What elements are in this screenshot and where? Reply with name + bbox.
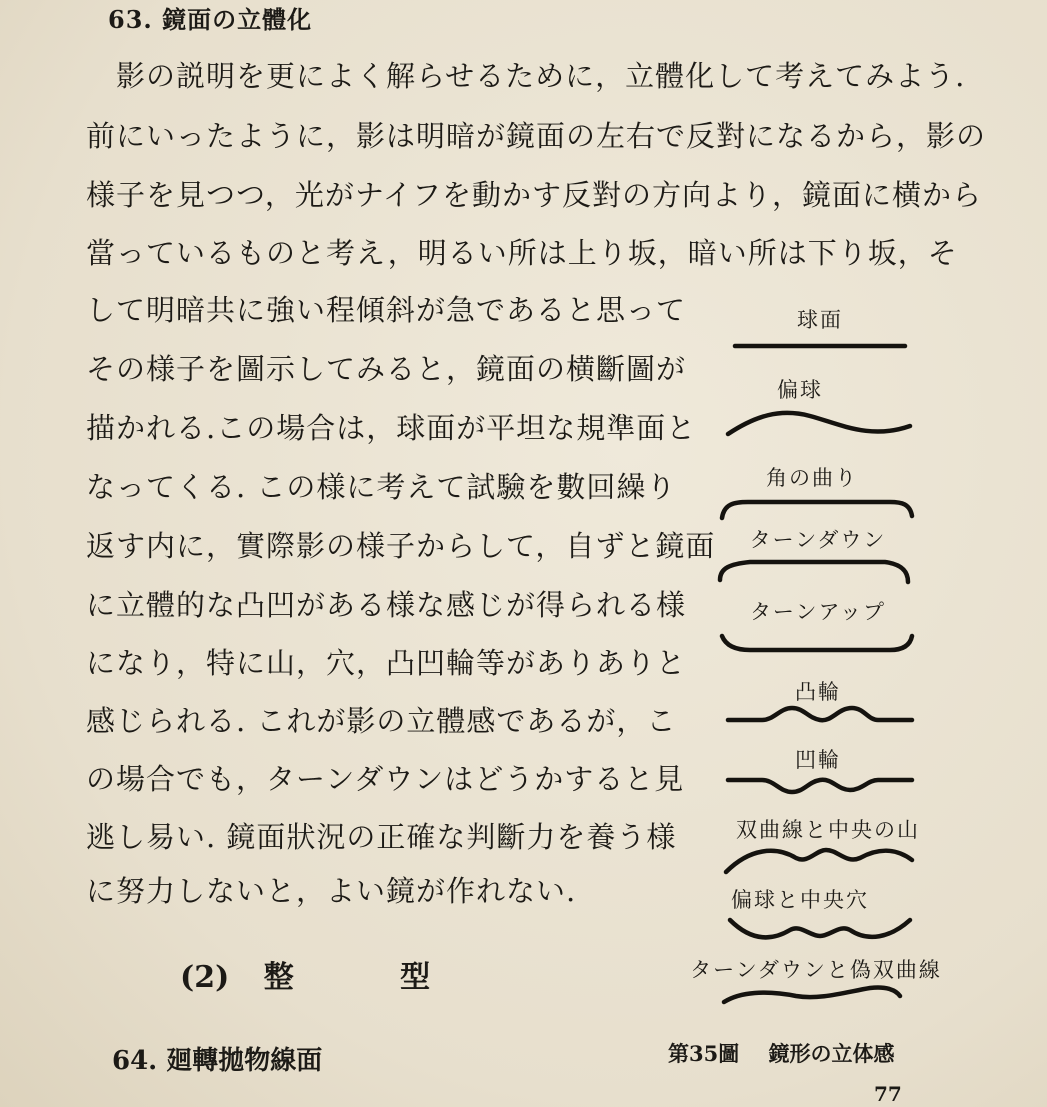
figure-label-turn-down-pseudo: ターンダウンと偽双曲線 <box>690 958 942 982</box>
figure-label-turn-down: ターンダウン <box>749 528 887 552</box>
curve-concave-ring <box>728 780 912 792</box>
next-section-title: 64. 廻轉拋物線面 <box>112 1046 323 1076</box>
section-title: 63. 鏡面の立體化 <box>108 5 313 34</box>
figure-label-concave-ring: 凹輪 <box>795 748 841 772</box>
figure-label-hyperbola-hill: 双曲線と中央の山 <box>736 818 920 842</box>
figure-label-sphere: 球面 <box>797 308 843 332</box>
figure-label-oblate-hole: 偏球と中央穴 <box>731 888 869 912</box>
figure-label-edge-bend: 角の曲り <box>766 466 858 490</box>
column-line-10: 逃し易い. 鏡面狀況の正確な判斷力を養う様 <box>86 820 677 854</box>
column-line-11: に努力しないと，よい鏡が作れない. <box>86 874 577 908</box>
figure-label-convex-ring: 凸輪 <box>795 680 841 704</box>
curve-convex-ring <box>728 708 912 720</box>
column-line-2: その様子を圖示してみると，鏡面の横斷圖が <box>86 352 687 386</box>
subheading-word-1: 整 <box>263 960 294 995</box>
column-line-6: に立體的な凸凹がある様な感じが得られる様 <box>86 588 687 622</box>
paragraph-line-2: 前にいったように，影は明暗が鏡面の左右で反對になるから，影の <box>86 119 987 153</box>
column-line-5: 返す内に，實際影の様子からして，自ずと鏡面 <box>86 529 716 563</box>
curve-hyperbola-center-hill <box>726 850 912 872</box>
page-number: 77 <box>874 1082 902 1106</box>
column-line-7: になり，特に山，穴，凸凹輪等がありありと <box>86 646 687 680</box>
figure-caption <box>668 1038 895 1068</box>
paragraph-line-3: 様子を見つつ，光がナイフを動かす反對の方向より，鏡面に横から <box>86 178 982 212</box>
subheading-number: (2) <box>180 960 230 995</box>
curve-turn-up <box>722 636 912 650</box>
column-line-1: して明暗共に強い程傾斜が急であると思って <box>86 293 687 327</box>
column-line-8: 感じられる. これが影の立體感であるが，こ <box>86 704 677 738</box>
figure-caption-number: 第35圖 <box>668 1041 740 1066</box>
column-line-3: 描かれる.この場合は，球面が平坦な規準面と <box>86 411 697 445</box>
curve-oblate <box>728 413 910 434</box>
paragraph-line-4: 當っているものと考え，明るい所は上り坂，暗い所は下り坂，そ <box>86 236 958 270</box>
paragraph-line-1: 影の説明を更によく解らせるために，立體化して考えてみよう. <box>116 59 966 93</box>
curve-edge-bend <box>722 502 912 518</box>
curve-oblate-center-hole <box>730 920 910 937</box>
curve-turn-down-pseudo-hyperbola <box>724 987 900 1002</box>
figure-caption-text: 鏡形の立体感 <box>768 1041 895 1066</box>
column-line-4: なってくる. この様に考えて試驗を數回繰り <box>86 470 677 504</box>
subheading-word-2: 型 <box>400 960 431 995</box>
curve-turn-down <box>720 562 908 582</box>
figure-label-turn-up: ターンアップ <box>749 600 887 624</box>
column-line-9: の場合でも，ターンダウンはどうかすると見 <box>86 762 685 796</box>
mirror-shape-figure <box>690 290 942 1010</box>
figure-label-oblate: 偏球 <box>777 378 823 402</box>
subheading <box>180 952 430 996</box>
